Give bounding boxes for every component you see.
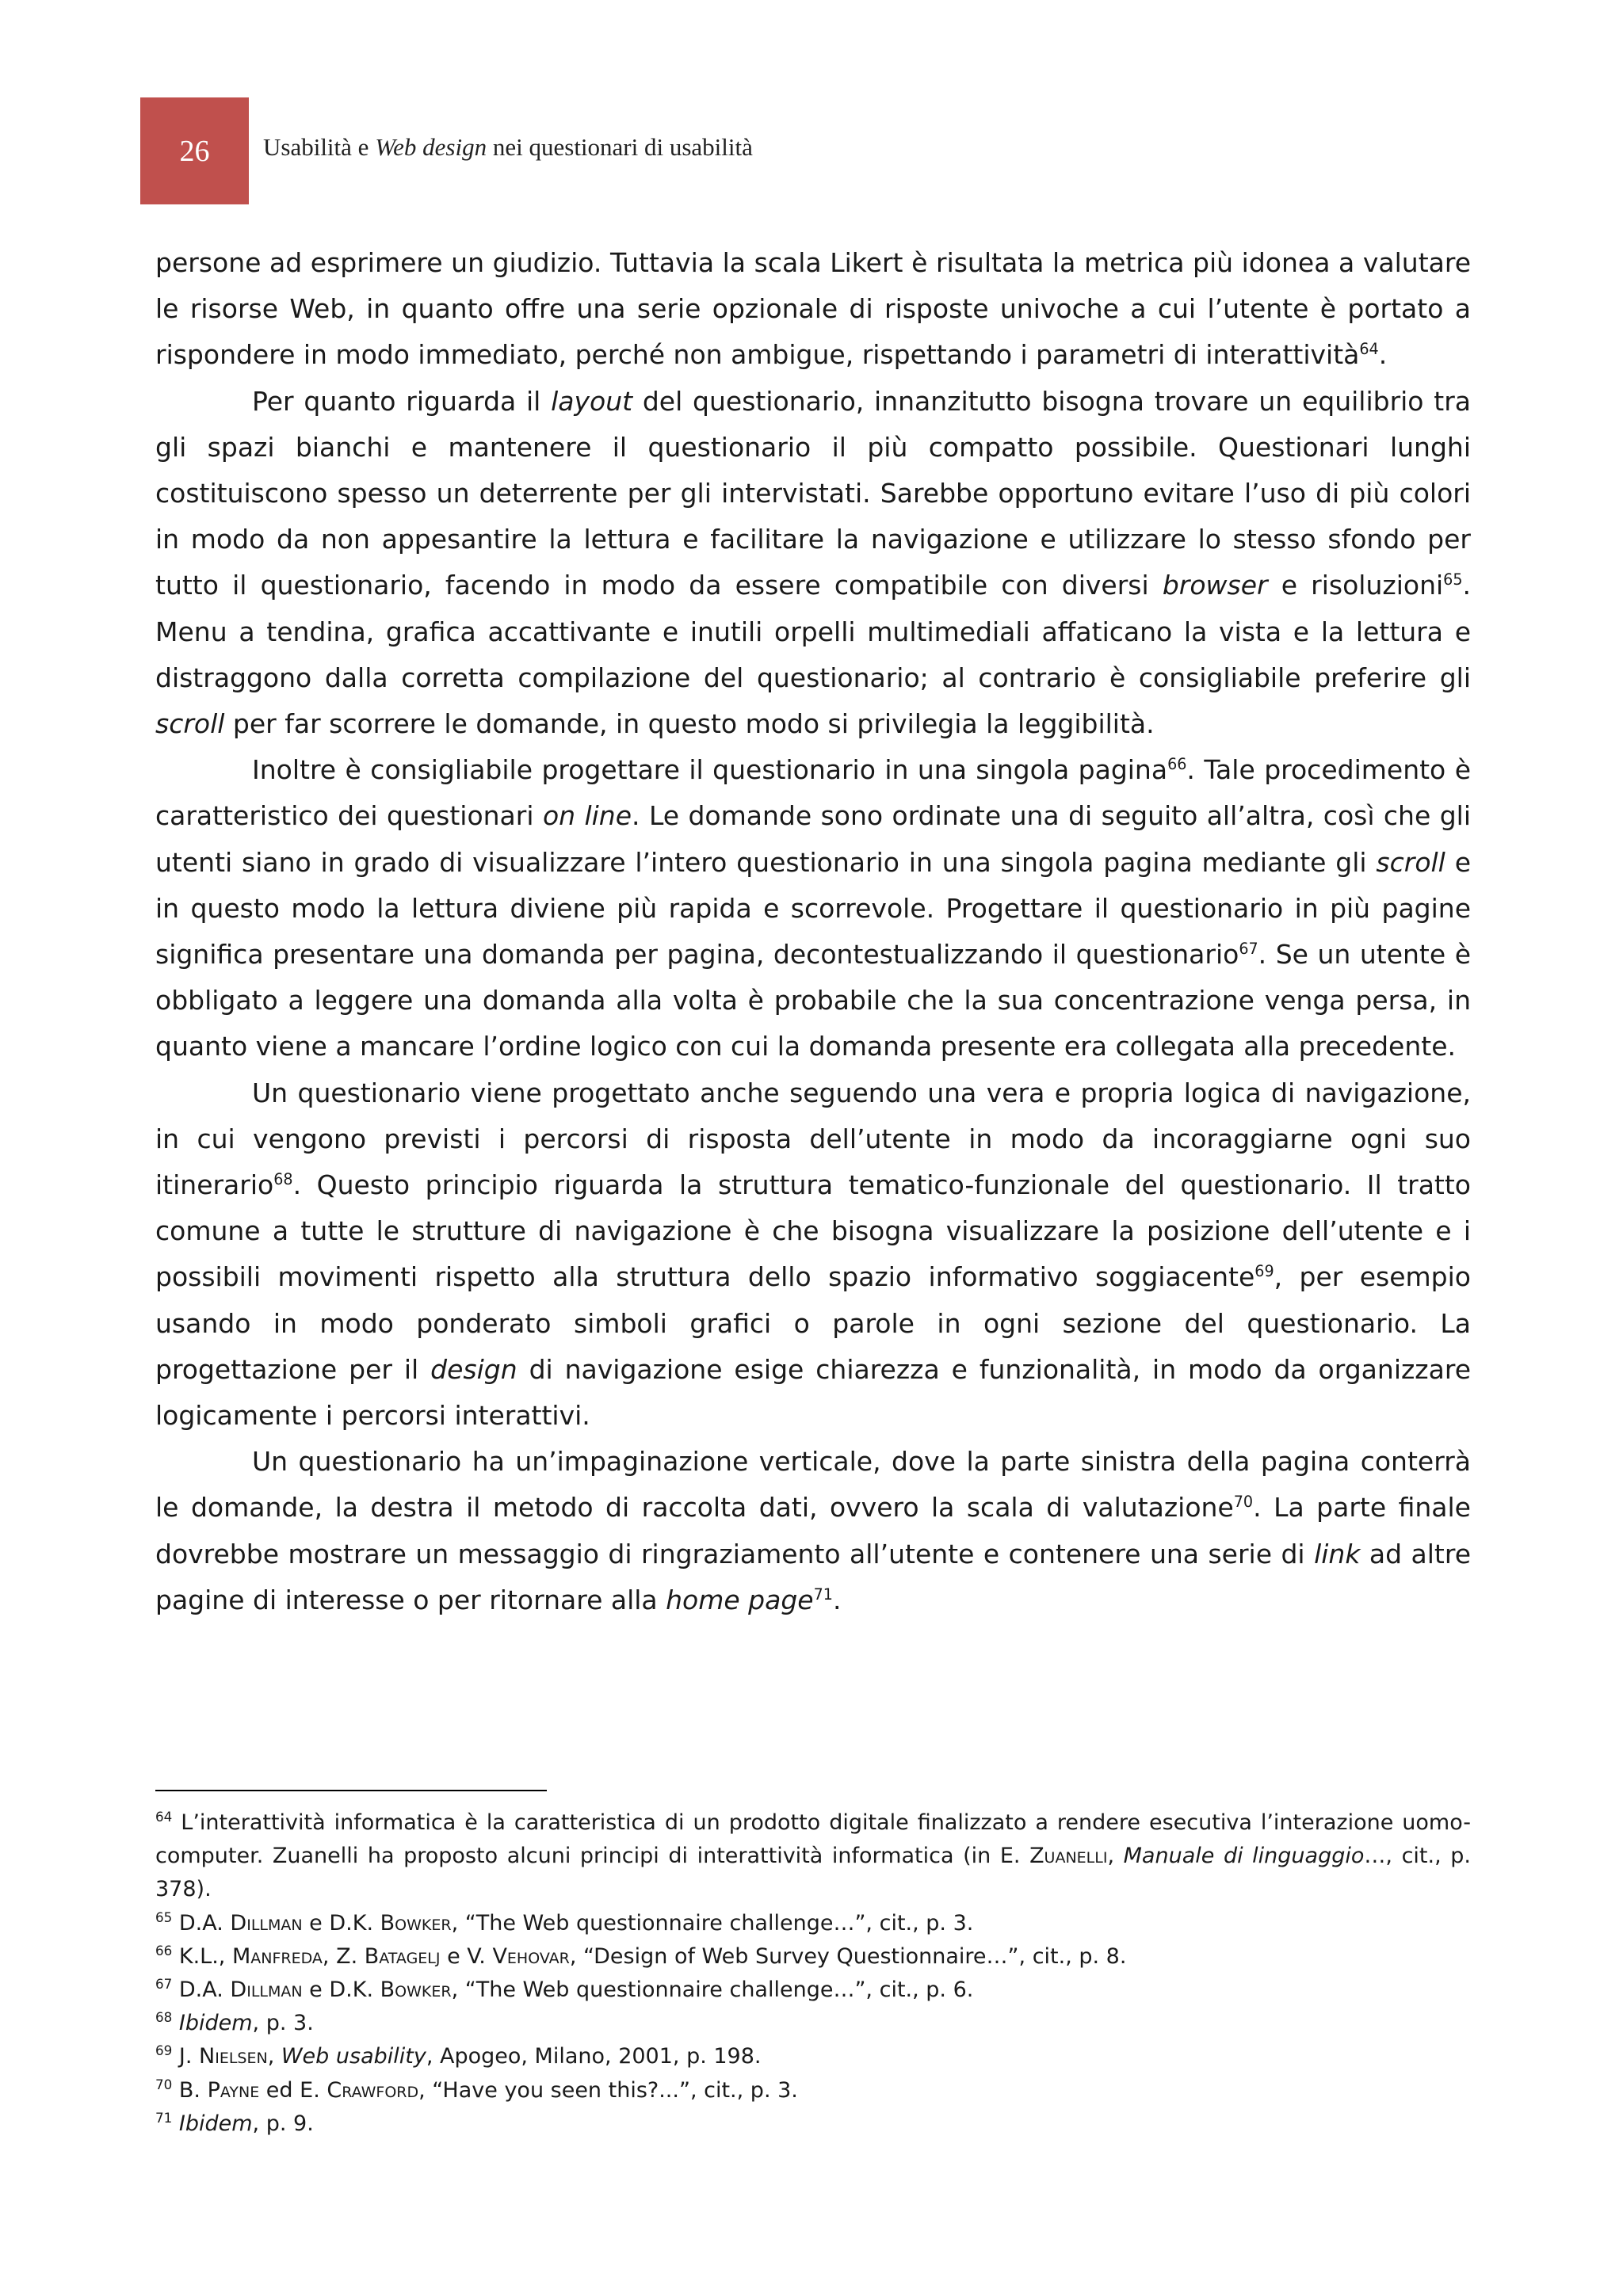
author-name: Nielsen — [199, 2044, 268, 2069]
paragraph — [155, 1070, 1471, 1440]
footnote-ref[interactable]: 65 — [1443, 570, 1463, 589]
text-run: di navigazione esige chiarezza e funzionalità, in modo da organizzare logicamente i percorsi interattivi. — [155, 1353, 1471, 1432]
italic-title: Ibidem — [172, 2111, 253, 2136]
footnote-number: 68 — [155, 2009, 173, 2026]
page-number-badge — [140, 97, 249, 204]
footnote-65 — [155, 1907, 1471, 1940]
footnote-separator — [155, 1790, 547, 1791]
text-run: L’interattività informatica è la caratteristica di un prodotto digitale finalizzato a rendere esecutiva l’interazione uomo-computer. Zuanelli ha proposto alcuni principi di interattività informatica (in E. — [155, 1810, 1471, 1869]
text-run: , Apogeo, Milano, 2001, p. 198. — [426, 2044, 762, 2069]
author-name: Zuanelli — [1029, 1844, 1108, 1869]
footnote-number: 66 — [155, 1942, 173, 1958]
author-name: Crawford — [327, 2077, 419, 2103]
text-run: D.A. — [172, 1978, 231, 2003]
footnote-ref[interactable]: 68 — [273, 1170, 293, 1189]
footnote-number: 71 — [155, 2109, 173, 2126]
footnote-ref[interactable]: 67 — [1239, 940, 1258, 959]
text-run: Un questionario viene progettato anche seguendo una vera e propria logica di navigazione, in cui vengono previsti i percorsi di risposta dell’utente in modo da incoraggiarne ogni suo itinerario — [155, 1077, 1471, 1201]
italic-term: scroll — [155, 708, 225, 740]
text-run: , p. 9. — [252, 2111, 314, 2136]
page-number: 26 — [179, 134, 210, 168]
text-run: . — [1378, 339, 1388, 371]
author-name: Batagelj — [364, 1943, 441, 1969]
paragraph — [155, 240, 1471, 379]
text-run: Un questionario ha un’impaginazione verticale, dove la parte sinistra della pagina conterrà le domande, la destra il metodo di raccolta dati, ovvero la scala di valutazione — [155, 1446, 1471, 1524]
text-run: , “Have you seen this?...”, cit., p. 3. — [418, 2077, 798, 2103]
author-name: Payne — [207, 2077, 260, 2103]
paragraph — [155, 379, 1471, 748]
body-text — [155, 240, 1471, 1623]
footnote-ref[interactable]: 69 — [1254, 1262, 1274, 1281]
text-run: , p. 3. — [252, 2011, 314, 2036]
footnote-68 — [155, 2007, 1471, 2040]
text-run: D.A. — [172, 1910, 231, 1936]
text-run: e V. — [440, 1943, 493, 1969]
footnote-number: 70 — [155, 2076, 173, 2092]
author-name: Bowker — [380, 1978, 452, 2003]
footnote-69 — [155, 2040, 1471, 2073]
footnote-number: 67 — [155, 1976, 173, 1993]
paragraph — [155, 1439, 1471, 1623]
footnote-ref[interactable]: 64 — [1359, 340, 1379, 359]
footnotes — [155, 1806, 1471, 2141]
author-name: Bowker — [380, 1910, 452, 1936]
italic-title: Manuale di linguaggio — [1123, 1844, 1365, 1869]
text-run: . Menu a tendina, grafica accattivante e inutili orpelli multimediali affaticano la vista e la lettura e distraggono dalla corretta compilazione del questionario; al contrario è consigliabile preferire gli — [155, 570, 1471, 693]
italic-title: Ibidem — [172, 2011, 253, 2036]
text-run: , “Design of Web Survey Questionnaire…”, cit., p. 8. — [569, 1943, 1127, 1969]
italic-term: on line — [542, 800, 632, 832]
text-run: . Questo principio riguarda la struttura tematico-funzionale del questionario. Il tratto comune a tutte le strutture di navigazione è che bisogna visualizzare la posizione dell’utente e i possibili movimenti rispetto alla struttura dello spazio informativo soggiacente — [155, 1169, 1471, 1293]
text-run: e risoluzioni — [1267, 570, 1444, 601]
text-run: , per esempio usando in modo ponderato simboli grafici o parole in ogni sezione del questionario. La progettazione per il — [155, 1261, 1471, 1385]
text-run: K.L., — [172, 1943, 232, 1969]
text-run: e in questo modo la lettura diviene più rapida e scorrevole. Progettare il questionario in più pagine significa presentare una domanda per pagina, decontestualizzando il questionario — [155, 846, 1472, 971]
text-run: ad altre pagine di interesse o per ritornare alla — [155, 1538, 1472, 1615]
italic-term: link — [1314, 1538, 1361, 1569]
italic-title: Web usability — [281, 2044, 426, 2069]
text-run: . Le domande sono ordinate una di seguito all’altra, così che gli utenti siano in grado di visualizzare l’intero questionario in una singola pagina mediante gli — [155, 800, 1471, 878]
text-run: , — [1107, 1844, 1124, 1869]
header-title-part: Usabilità e — [263, 133, 376, 161]
author-name: Manfreda — [231, 1943, 323, 1969]
footnote-number: 65 — [155, 1909, 173, 1925]
footnote-ref[interactable]: 66 — [1167, 755, 1187, 774]
text-run: …, cit., p. 378). — [155, 1844, 1471, 1902]
header-title-italic: Web design — [375, 133, 487, 161]
text-run: Per quanto riguarda il — [252, 385, 552, 417]
footnote-66 — [155, 1940, 1471, 1974]
author-name: Dillman — [230, 1910, 303, 1936]
footnote-71 — [155, 2107, 1471, 2141]
text-run: Inoltre è consigliabile progettare il questionario in una singola pagina — [252, 754, 1168, 786]
author-name: Vehovar — [492, 1943, 570, 1969]
text-run: , “The Web questionnaire challenge…”, cit., p. 6. — [451, 1978, 974, 2003]
italic-term: design — [430, 1353, 517, 1385]
footnote-number: 69 — [155, 2042, 173, 2059]
text-run: , “The Web questionnaire challenge…”, cit., p. 3. — [451, 1910, 974, 1936]
footnote-67 — [155, 1974, 1471, 2007]
footnote-ref[interactable]: 71 — [813, 1585, 833, 1604]
text-run: persone ad esprimere un giudizio. Tuttavia la scala Likert è risultata la metrica più idonea a valutare le risorse Web, in quanto offre una serie opzionale di risposte univoche a cui l’utente è portato a rispondere in modo immediato, perché non ambigue, rispettando i parametri di interattività — [155, 247, 1471, 371]
text-run: del questionario, innanzitutto bisogna trovare un equilibrio tra gli spazi bianchi e mantenere il questionario il più compatto possibile. Questionari lunghi costituiscono spesso un deterrente per gli intervistati. Sarebbe opportuno evitare l’uso di più colori in modo da non appesantire la lettura e facilitare la navigazione e utilizzare lo stesso sfondo per tutto il questionario, facendo in modo da essere compatibile con diversi — [155, 385, 1471, 601]
text-run: . Se un utente è obbligato a leggere una domanda alla volta è probabile che la sua concentrazione venga persa, in quanto viene a mancare l’ordine logico con cui la domanda presente era collegata alla precedente. — [155, 939, 1471, 1062]
text-run: . Tale procedimento è caratteristico dei questionari — [155, 754, 1471, 832]
text-run: . La parte finale dovrebbe mostrare un messaggio di ringraziamento all’utente e contenere una serie di — [155, 1492, 1471, 1569]
italic-term: browser — [1162, 570, 1268, 601]
header-title-part: nei questionari di usabilità — [487, 133, 753, 161]
text-run: . — [832, 1584, 842, 1615]
text-run: e D.K. — [302, 1978, 380, 2003]
italic-term: home page — [666, 1584, 814, 1615]
footnote-ref[interactable]: 70 — [1233, 1493, 1254, 1512]
author-name: Dillman — [230, 1978, 303, 2003]
text-run: J. — [172, 2044, 200, 2069]
text-run: , Z. — [322, 1943, 365, 1969]
text-run: B. — [172, 2077, 208, 2103]
paragraph — [155, 747, 1471, 1070]
italic-term: scroll — [1376, 846, 1445, 878]
text-run: ed E. — [259, 2077, 327, 2103]
text-run: e D.K. — [302, 1910, 380, 1936]
footnote-70 — [155, 2074, 1471, 2107]
footnote-64 — [155, 1806, 1471, 1907]
running-header — [263, 133, 753, 162]
text-run: per far scorrere le domande, in questo modo si privilegia la leggibilità. — [224, 708, 1155, 740]
text-run: , — [267, 2044, 281, 2069]
italic-term: layout — [551, 385, 633, 417]
footnote-number: 64 — [155, 1809, 173, 1825]
